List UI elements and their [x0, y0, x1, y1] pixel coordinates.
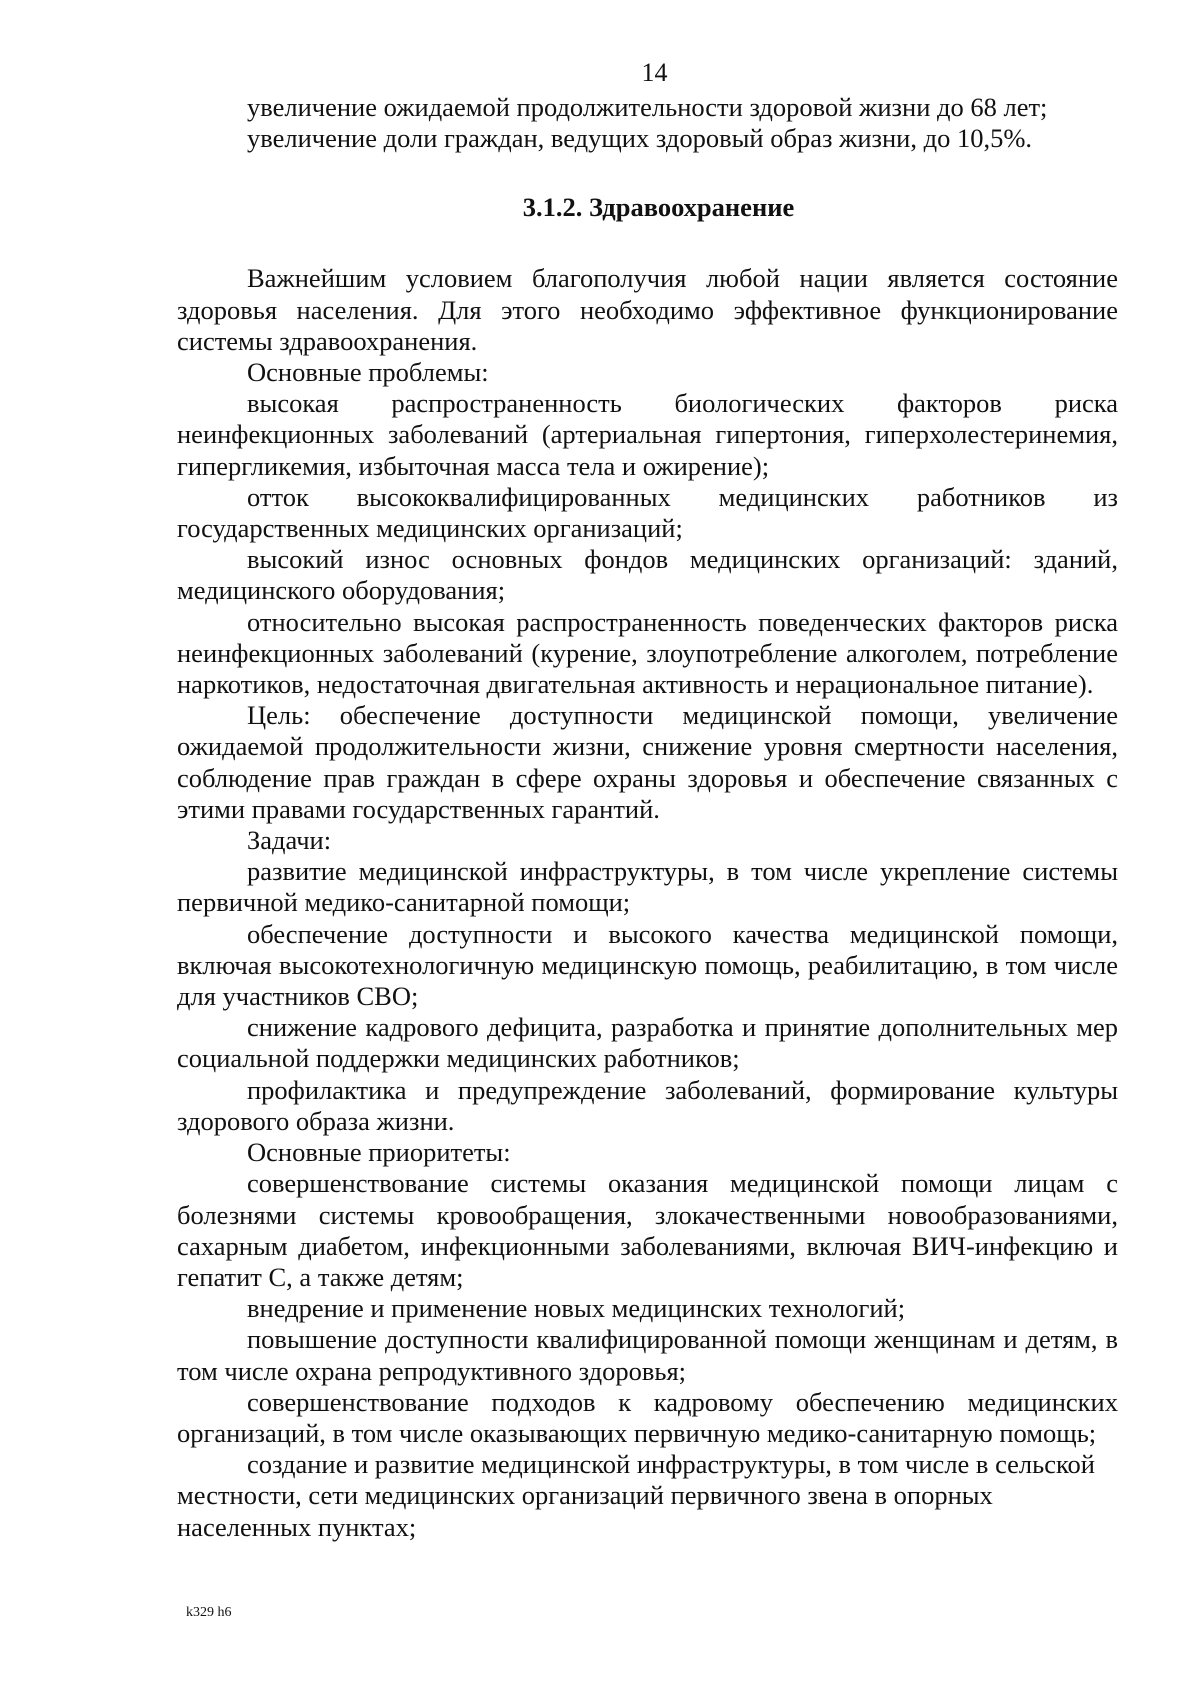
intro-block — [177, 92, 1118, 154]
paragraph: Важнейшим условием благополучия любой нации является состояние здоровья населения. Для этого необходимо эффективное функционирование системы здравоохранения. — [177, 263, 1118, 356]
paragraph: высокий износ основных фондов медицинских организаций: зданий, медицинского оборудования; — [177, 544, 1118, 606]
paragraph: отток высококвалифицированных медицинских работников из государственных медицинских организаций; — [177, 481, 1118, 544]
footer-document-code: k329 h6 — [186, 1605, 232, 1620]
intro-line: увеличение доли граждан, ведущих здоровый образ жизни, до 10,5%. — [247, 123, 1033, 154]
paragraph: профилактика и предупреждение заболеваний, формирование культуры здорового образа жизни. — [177, 1074, 1118, 1136]
section-body — [177, 263, 1118, 1542]
paragraph: высокая распространенность биологических факторов риска неинфекционных заболеваний (артериальная гипертония, гиперхолестеринемия, гипергликемия, избыточная масса тела и ожирение); — [177, 388, 1118, 481]
document-page — [177, 56, 1118, 1543]
paragraph: Цель: обеспечение доступности медицинской помощи, увеличение ожидаемой продолжительности жизни, снижение уровня смертности населения, соблюдение прав граждан в сфере охраны здоровья и обеспечение связанных с этими правами государственных гарантий. — [177, 700, 1118, 824]
page-number: 14 — [641, 58, 668, 87]
paragraph: снижение кадрового дефицита, разработка и принятие дополнительных мер социальной поддержки медицинских работников; — [177, 1012, 1118, 1074]
paragraph: повышение доступности квалифицированной помощи женщинам и детям, в том числе охрана репродуктивного здоровья; — [177, 1324, 1118, 1386]
paragraph: совершенствование системы оказания медицинской помощи лицам с болезнями системы кровообращения, злокачественными новообразованиями, сахарным диабетом, инфекционными заболеваниями, включая ВИЧ-инфекцию и гепатит С, а также детям; — [177, 1168, 1118, 1292]
intro-line: увеличение ожидаемой продолжительности здоровой жизни до 68 лет; — [247, 92, 1048, 122]
paragraph: Задачи: — [247, 825, 332, 856]
paragraph: совершенствование подходов к кадровому обеспечению медицинских организаций, в том числе оказывающих первичную медико-санитарную помощь; — [177, 1386, 1118, 1448]
paragraph: развитие медицинской инфраструктуры, в том числе укрепление системы первичной медико-санитарной помощи; — [177, 856, 1118, 918]
paragraph: создание и развитие медицинской инфраструктуры, в том числе в сельской местности, сети медицинских организаций первичного звена в опорных населенных пунктах; — [177, 1449, 1095, 1542]
paragraph: Основные проблемы: — [247, 357, 489, 388]
section-heading: 3.1.2. Здравоохранение — [522, 192, 795, 223]
paragraph: обеспечение доступности и высокого качества медицинской помощи, включая высокотехнологичную медицинскую помощь, реабилитацию, в том числе для участников СВО; — [177, 918, 1118, 1012]
paragraph: внедрение и применение новых медицинских технологий; — [247, 1293, 906, 1324]
paragraph: Основные приоритеты: — [247, 1137, 511, 1168]
paragraph: относительно высокая распространенность поведенческих факторов риска неинфекционных заболеваний (курение, злоупотребление алкоголем, потребление наркотиков, недостаточная двигательная активность и нерациональное питание). — [177, 606, 1118, 700]
